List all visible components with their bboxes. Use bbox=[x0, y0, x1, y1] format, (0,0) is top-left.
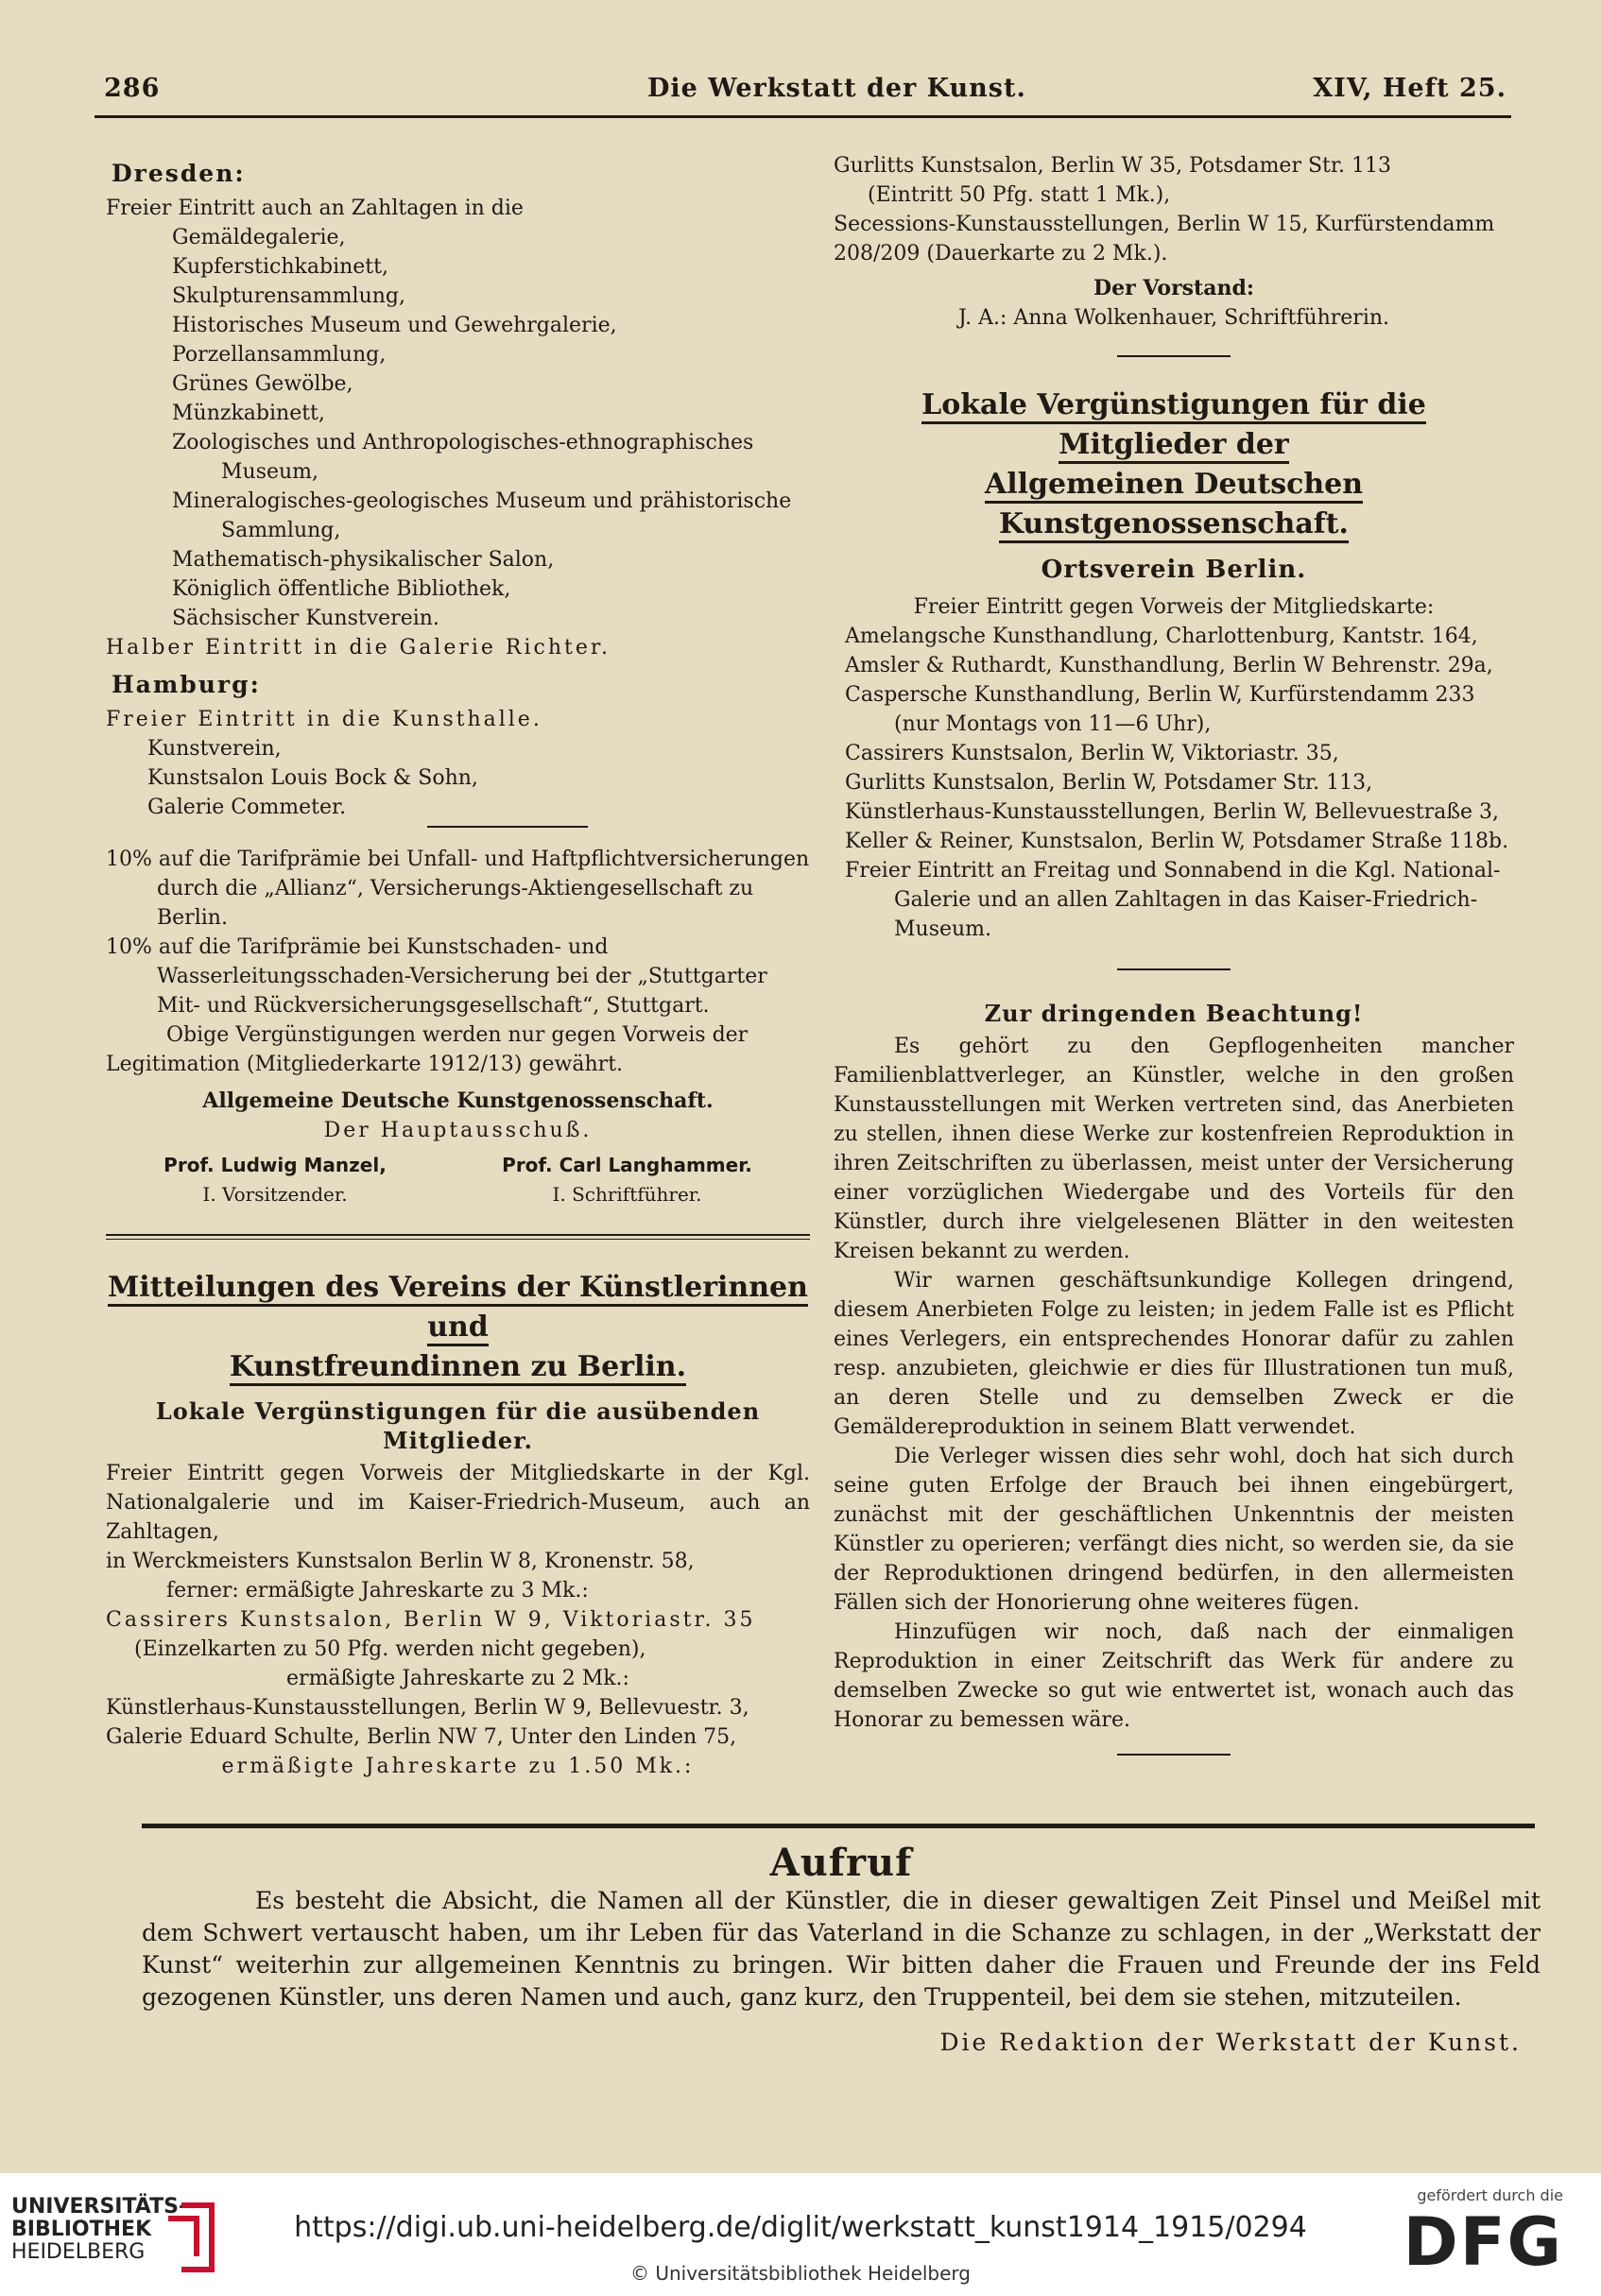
left-column bbox=[106, 151, 810, 1781]
paragraph: Cassirers Kunstsalon, Berlin W 9, Viktoriastr. 35 bbox=[106, 1608, 756, 1632]
section-title-line: Mitteilungen des Vereins der Künstlerinnen und bbox=[108, 1271, 808, 1346]
list-item: Freier Eintritt an Freitag und Sonnabend in die Kgl. National-Galerie und an allen Zahltagen in das Kaiser-Friedrich-Museum. bbox=[845, 859, 1501, 941]
header-rule bbox=[95, 115, 1511, 118]
short-rule bbox=[427, 826, 588, 828]
berlin-list bbox=[834, 622, 1514, 944]
list-item: Caspersche Kunsthandlung, Berlin W, Kurfürstendamm 233 (nur Montags von 11—6 Uhr), bbox=[845, 683, 1475, 736]
list-item: Zoologisches und Anthropologisches-ethnographisches Museum, bbox=[172, 431, 754, 484]
list-item: Keller & Reiner, Kunstsalon, Berlin W, Potsdamer Straße 118b. bbox=[845, 830, 1509, 853]
document-url[interactable]: https://digi.ub.uni-heidelberg.de/diglit/werkstatt_kunst1914_1915/0294 bbox=[294, 2211, 1307, 2244]
dresden-extra: Halber Eintritt in die Galerie Richter. bbox=[106, 636, 611, 660]
hamburg-intro: Freier Eintritt in die Kunsthalle. bbox=[106, 708, 542, 731]
signature-role: I. Schriftführer. bbox=[552, 1183, 702, 1206]
paragraph: Galerie Eduard Schulte, Berlin NW 7, Unter den Linden 75, bbox=[106, 1725, 737, 1749]
signature-role: I. Vorsitzender. bbox=[202, 1183, 348, 1206]
paragraph: Freier Eintritt gegen Vorweis der Mitgliedskarte: bbox=[913, 595, 1435, 619]
dresden-heading: Dresden: bbox=[112, 160, 246, 187]
paragraph: Hinzufügen wir noch, daß nach der einmaligen Reproduktion in einer Zeitschrift das Werk für andere zu demselben Zwecke so gut wie entwertet ist, wonach auch das Honorar zu bemessen wäre. bbox=[834, 1620, 1514, 1732]
org-name: Allgemeine Deutsche Kunstgenossenschaft. bbox=[202, 1088, 714, 1113]
section-title-line: Kunstfreundinnen zu Berlin. bbox=[230, 1350, 686, 1386]
logo-text: UNIVERSITÄTS- bbox=[11, 2195, 188, 2219]
aufruf-rule bbox=[142, 1824, 1535, 1828]
paragraph: ferner: ermäßigte Jahreskarte zu 3 Mk.: bbox=[166, 1579, 589, 1602]
list-item: Galerie Commeter. bbox=[147, 796, 347, 819]
list-item: Münzkabinett, bbox=[172, 402, 325, 425]
page-number: 286 bbox=[104, 74, 161, 103]
paragraph: Secessions-Kunstausstellungen, Berlin W 15, Kurfürstendamm 208/209 (Dauerkarte zu 2 Mk.). bbox=[834, 213, 1495, 266]
signature-name: Prof. Ludwig Manzel, bbox=[164, 1154, 387, 1176]
board-heading: Der Vorstand: bbox=[1093, 276, 1254, 300]
list-item: Porzellansammlung, bbox=[172, 343, 387, 367]
list-item: Kunstverein, bbox=[147, 737, 282, 761]
logo-text: HEIDELBERG bbox=[11, 2240, 146, 2264]
list-item: Mathematisch-physikalischer Salon, bbox=[172, 548, 555, 572]
discount-allianz: 10% auf die Tarifprämie bei Unfall- und Haftpflichtversicherungen durch die „Allianz“, Versicherungs-Aktiengesellschaft zu Berlin. bbox=[106, 848, 810, 930]
section-title-line: Lokale Vergünstigungen für die Mitglieder der bbox=[921, 388, 1426, 464]
short-rule bbox=[1117, 968, 1231, 970]
right-column bbox=[834, 151, 1514, 1773]
list-item: Cassirers Kunstsalon, Berlin W, Viktoriastr. 35, bbox=[845, 742, 1339, 765]
list-item: Königlich öffentliche Bibliothek, bbox=[172, 577, 511, 601]
section-title-line: Allgemeinen Deutschen Kunstgenossenschaft. bbox=[985, 468, 1363, 543]
hamburg-list bbox=[106, 734, 810, 822]
copyright-notice: © Universitätsbibliothek Heidelberg bbox=[629, 2262, 971, 2285]
viewer-footer bbox=[0, 2173, 1601, 2296]
list-item: Künstlerhaus-Kunstausstellungen, Berlin W, Bellevuestraße 3, bbox=[845, 800, 1500, 824]
list-item: Amsler & Ruthardt, Kunsthandlung, Berlin W Behrenstr. 29a, bbox=[845, 654, 1493, 677]
discount-stuttgart: 10% auf die Tarifprämie bei Kunstschaden- und Wasserleitungsschaden-Versicherung bei der „Stuttgarter Mit- und Rückversicherungsgesellschaft“, Stuttgart. bbox=[106, 935, 767, 1018]
signature-name: Prof. Carl Langhammer. bbox=[502, 1154, 752, 1176]
section-title-kunstgenossenschaft bbox=[834, 386, 1514, 544]
aufruf-section bbox=[142, 1841, 1541, 2059]
issue-label: XIV, Heft 25. bbox=[1313, 74, 1506, 103]
paragraph: ermäßigte Jahreskarte zu 2 Mk.: bbox=[286, 1667, 629, 1690]
list-item: Sächsischer Kunstverein. bbox=[172, 607, 439, 630]
list-item: Gurlitts Kunstsalon, Berlin W, Potsdamer Str. 113, bbox=[845, 771, 1373, 795]
list-item: Mineralogisches-geologisches Museum und prähistorische Sammlung, bbox=[172, 489, 792, 542]
short-rule bbox=[1117, 1754, 1231, 1756]
paragraph: ermäßigte Jahreskarte zu 1.50 Mk.: bbox=[221, 1755, 695, 1778]
paragraph: (Einzelkarten zu 50 Pfg. werden nicht gegeben), bbox=[134, 1637, 646, 1661]
dresden-intro: Freier Eintritt auch an Zahltagen in die bbox=[106, 197, 524, 220]
section-subtitle: Ortsverein Berlin. bbox=[1041, 556, 1307, 584]
dfg-logo[interactable] bbox=[1403, 2186, 1563, 2280]
list-item: Historisches Museum und Gewehrgalerie, bbox=[172, 314, 617, 337]
list-item: Skulpturensammlung, bbox=[172, 284, 405, 308]
running-header bbox=[104, 74, 1506, 111]
hamburg-heading: Hamburg: bbox=[112, 671, 261, 698]
list-item: Kunstsalon Louis Bock & Sohn, bbox=[147, 766, 478, 790]
paragraph: Künstlerhaus-Kunstausstellungen, Berlin W 9, Bellevuestr. 3, bbox=[106, 1696, 749, 1720]
paragraph: Die Verleger wissen dies sehr wohl, doch hat sich durch seine guten Erfolge der Brauch bei ihnen eingebürgert, zunächst mit der geschäftlichen Unkenntnis der meisten Künstler zu operieren; verfängt dies nicht, so werden sie, da sie der Reproduktionen dringend bedürfen, in den allermeisten Fällen sich der Honorierung ohne weiteres fügen. bbox=[834, 1445, 1514, 1615]
journal-title: Die Werkstatt der Kunst. bbox=[647, 74, 1026, 103]
aufruf-signature: Die Redaktion der Werkstatt der Kunst. bbox=[939, 2029, 1522, 2056]
signature-manzel bbox=[164, 1151, 387, 1209]
paragraph: Es gehört zu den Gepflogenheiten mancher Familienblattverleger, an Künstler, welche in den großen Kunstausstellungen mit Werken vertreten sind, das Anerbieten zu stellen, ihnen diese Werke zur kostenfreien Reproduktion in ihren Zeitschriften zu überlassen, meist unter der Versicherung einer vorzüglichen Wiedergabe und des Vorteils für den Künstler, durch ihre vielgelesenen Blätter in den weitesten Kreisen bekannt zu werden. bbox=[834, 1035, 1514, 1263]
section-subtitle: Lokale Vergünstigungen für die ausübenden Mitglieder. bbox=[155, 1397, 761, 1454]
signature-langhammer bbox=[502, 1151, 752, 1209]
aufruf-title: Aufruf bbox=[769, 1841, 913, 1885]
list-item: Grünes Gewölbe, bbox=[172, 372, 353, 396]
list-item: Kupferstichkabinett, bbox=[172, 255, 388, 279]
section-divider bbox=[106, 1234, 810, 1240]
paragraph: (Eintritt 50 Pfg. statt 1 Mk.), bbox=[868, 183, 1171, 207]
logo-text: BIBLIOTHEK bbox=[11, 2218, 152, 2241]
dfg-wordmark: DFG bbox=[1403, 2203, 1563, 2281]
legitimation-note: Obige Vergünstigungen werden nur gegen Vorweis der Legitimation (Mitgliederkarte 1912/13) gewährt. bbox=[106, 1023, 749, 1076]
section-title-kuenstlerinnen bbox=[106, 1268, 810, 1387]
short-rule bbox=[1117, 355, 1231, 357]
section-title-beachtung: Zur dringenden Beachtung! bbox=[984, 1000, 1364, 1027]
aufruf-body: Es besteht die Absicht, die Namen all der Künstler, die in dieser gewaltigen Zeit Pinsel und Meißel mit dem Schwert vertauscht haben, um ihr Leben für das Vaterland in die Schanze zu schlagen, in der „Werkstatt der Kunst“ weiterhin zur allgemeinen Kenntnis zu bringen. Wir bitten daher die Frauen und Freunde der ins Feld gezogenen Künstler, uns deren Namen und auch, ganz kurz, den Truppenteil, bei dem sie stehen, mitzuteilen. bbox=[142, 1887, 1541, 2011]
signature-block bbox=[106, 1151, 810, 1209]
list-item: Amelangsche Kunsthandlung, Charlottenburg, Kantstr. 164, bbox=[845, 625, 1478, 648]
dresden-list bbox=[106, 223, 810, 633]
funding-label: gefördert durch die bbox=[1417, 2186, 1563, 2204]
committee: Der Hauptausschuß. bbox=[323, 1119, 593, 1142]
board-signature: J. A.: Anna Wolkenhauer, Schriftführerin. bbox=[957, 306, 1390, 330]
paragraph: in Werckmeisters Kunstsalon Berlin W 8, Kronenstr. 58, bbox=[106, 1550, 695, 1573]
paragraph: Gurlitts Kunstsalon, Berlin W 35, Potsdamer Str. 113 bbox=[834, 154, 1391, 178]
list-item: Gemäldegalerie, bbox=[172, 226, 346, 249]
paragraph: Freier Eintritt gegen Vorweis der Mitgliedskarte in der Kgl. Nationalgalerie und im Kaiser-Friedrich-Museum, auch an Zahltagen, bbox=[106, 1462, 810, 1544]
paragraph: Wir warnen geschäftsunkundige Kollegen dringend, diesem Anerbieten Folge zu leisten; in jedem Falle ist es Pflicht eines Verlegers, ein entsprechendes Honorar dafür zu zahlen resp. anzubieten, gleichwie er dies für Illustrationen tun muß, an deren Stelle und zu demselben Zweck er die Gemäldereproduktion in seinem Blatt verwendet. bbox=[834, 1269, 1514, 1439]
